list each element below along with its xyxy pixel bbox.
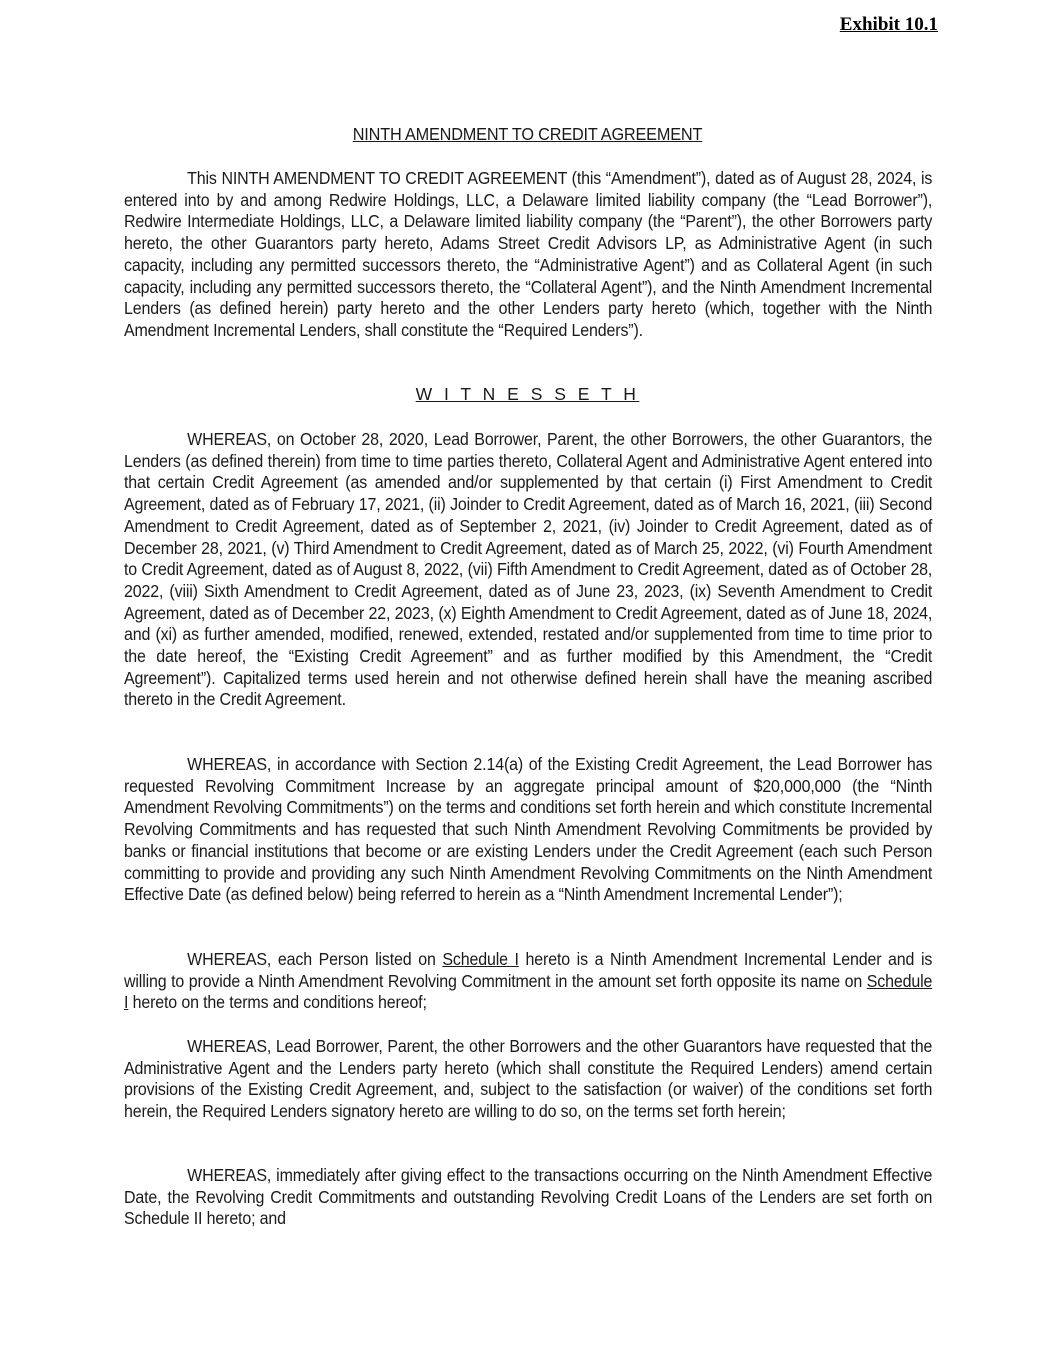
recital-paragraph-5: WHEREAS, immediately after giving effect to the transactions occurring on the Ninth Amendment Effective Date, the Revolving Credit Commitments and outstanding Revolving Credit Loans of the Lenders are set forth on Schedule II hereto; and — [124, 1165, 933, 1229]
recital-paragraph-2: WHEREAS, in accordance with Section 2.14(a) of the Existing Credit Agreement, the Lead Borrower has requested Revolving Commitment Increase by an aggregate principal amount of $20,000,000 (the “Ninth Amendment Revolving Commitments”) on the terms and conditions set forth herein and which constitute Incremental Revolving Commitments and has requested that such Ninth Amendment Revolving Commitments be provided by banks or financial institutions that become or are existing Lenders under the Credit Agreement (each such Person committing to provide and providing any such Ninth Amendment Revolving Commitments on the Ninth Amendment Effective Date (as defined below) being referred to herein as a “Ninth Amendment Incremental Lender”); — [124, 754, 933, 905]
schedule-i-reference: Schedule I — [124, 970, 933, 1013]
section-heading-witnesseth: W I T N E S S E T H — [415, 384, 640, 404]
recital-paragraph-3 — [124, 949, 932, 1014]
exhibit-label: Exhibit 10.1 — [839, 14, 938, 35]
recital-3-text-c: hereto on the terms and conditions hereof; — [128, 992, 427, 1013]
schedule-i-reference: Schedule I — [442, 949, 519, 969]
document-title: NINTH AMENDMENT TO CREDIT AGREEMENT — [352, 124, 703, 144]
recital-3-text-b: hereto is a Ninth Amendment Incremental Lender and is willing to provide a Ninth Amendment Revolving Commitment in the amount set forth opposite its name on — [124, 949, 933, 991]
intro-paragraph: This NINTH AMENDMENT TO CREDIT AGREEMENT (this “Amendment”), dated as of August 28, 2024, is entered into by and among Redwire Holdings, LLC, a Delaware limited liability company (the “Lead Borrower”), Redwire Intermediate Holdings, LLC, a Delaware limited liability company (the “Parent”), the other Borrowers party hereto, the other Guarantors party hereto, Adams Street Credit Advisors LP, as Administrative Agent (in such capacity, including any permitted successors thereto, the “Administrative Agent”) and as Collateral Agent (in such capacity, including any permitted successors thereto, the “Collateral Agent”), and the Ninth Amendment Incremental Lenders (as defined herein) party hereto and the other Lenders party hereto (which, together with the Ninth Amendment Incremental Lenders, shall constitute the “Required Lenders”). — [124, 168, 933, 340]
recital-paragraph-1: WHEREAS, on October 28, 2020, Lead Borrower, Parent, the other Borrowers, the other Guarantors, the Lenders (as defined therein) from time to time parties thereto, Collateral Agent and Administrative Agent entered into that certain Credit Agreement (as amended and/or supplemented by that certain (i) First Amendment to Credit Agreement, dated as of February 17, 2021, (ii) Joinder to Credit Agreement, dated as of March 16, 2021, (iii) Second Amendment to Credit Agreement, dated as of September 2, 2021, (iv) Joinder to Credit Agreement, dated as of December 28, 2021, (v) Third Amendment to Credit Agreement, dated as of March 25, 2022, (vi) Fourth Amendment to Credit Agreement, dated as of August 8, 2022, (vii) Fifth Amendment to Credit Agreement, dated as of October 28, 2022, (viii) Sixth Amendment to Credit Agreement, dated as of June 23, 2023, (ix) Seventh Amendment to Credit Agreement, dated as of December 22, 2023, (x) Eighth Amendment to Credit Agreement, dated as of June 18, 2024, and (xi) as further amended, modified, renewed, extended, restated and/or supplemented from time to time prior to the date hereof, the “Existing Credit Agreement” and as further modified by this Amendment, the “Credit Agreement”). Capitalized terms used herein and not otherwise defined herein shall have the meaning ascribed thereto in the Credit Agreement. — [124, 429, 933, 710]
recital-paragraph-4: WHEREAS, Lead Borrower, Parent, the other Borrowers and the other Guarantors have requested that the Administrative Agent and the Lenders party hereto (which shall constitute the Required Lenders) amend certain provisions of the Existing Credit Agreement, and, subject to the satisfaction (or waiver) of the conditions set forth herein, the Required Lenders signatory hereto are willing to do so, on the terms set forth herein; — [124, 1036, 933, 1122]
recital-3-text-a: WHEREAS, each Person listed on — [187, 949, 443, 969]
